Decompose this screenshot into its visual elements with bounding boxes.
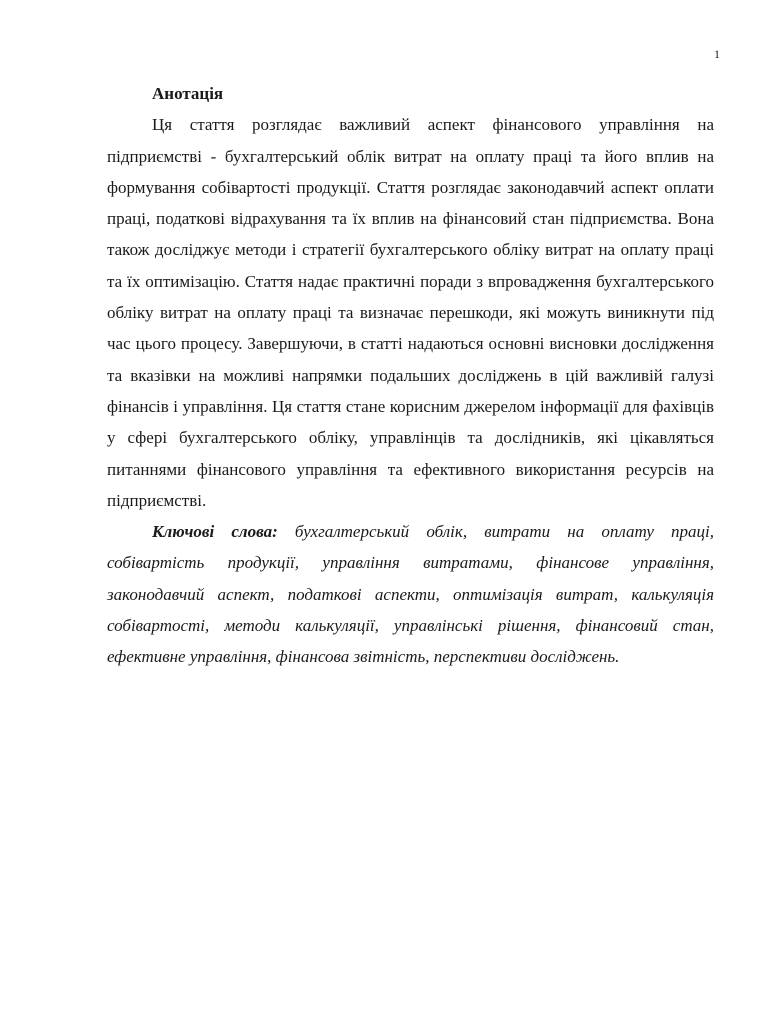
abstract-heading: Анотація — [152, 84, 224, 103]
keywords-label: Ключові слова: — [152, 522, 278, 542]
abstract-paragraph: Ця стаття розглядає важливий аспект фінансового управління на підприємстві - бухгалтерський облік витрат на оплату праці та його вплив на формування собівартості продукції. Стаття розглядає законодавчий аспект оплати праці, податкові відрахування та їх вплив на фінансовий стан підприємства. Вона також досліджує методи і стратегії бухгалтерського обліку витрат на оплату праці та їх оптимізацію. Стаття надає практичні поради з впровадження бухгалтерського обліку витрат на оплату праці та визначає перешкоди, які можуть виникнути під час цього процесу. Завершуючи, в статті надаються основні висновки дослідження та вказівки на можливі напрямки подальших досліджень в цій важливій галузі фінансів і управління. Ця стаття стане корисним джерелом інформації для фахівців у сфері бухгалтерського обліку, управлінців та дослідників, які цікавляться питаннями фінансового управління та ефективного використання ресурсів на підприємстві. — [107, 115, 714, 510]
page-number: 1 — [714, 47, 720, 61]
keywords-paragraph — [107, 516, 714, 672]
document-body — [107, 78, 714, 673]
keywords-text: бухгалтерський облік, витрати на оплату праці, собівартість продукції, управління витратами, фінансове управління, законодавчий аспект, податкові аспекти, оптимізація витрат, калькуляція собівартості, методи калькуляції, управлінські рішення, фінансовий стан, ефективне управління, фінансова звітність, перспективи досліджень. — [107, 522, 714, 667]
